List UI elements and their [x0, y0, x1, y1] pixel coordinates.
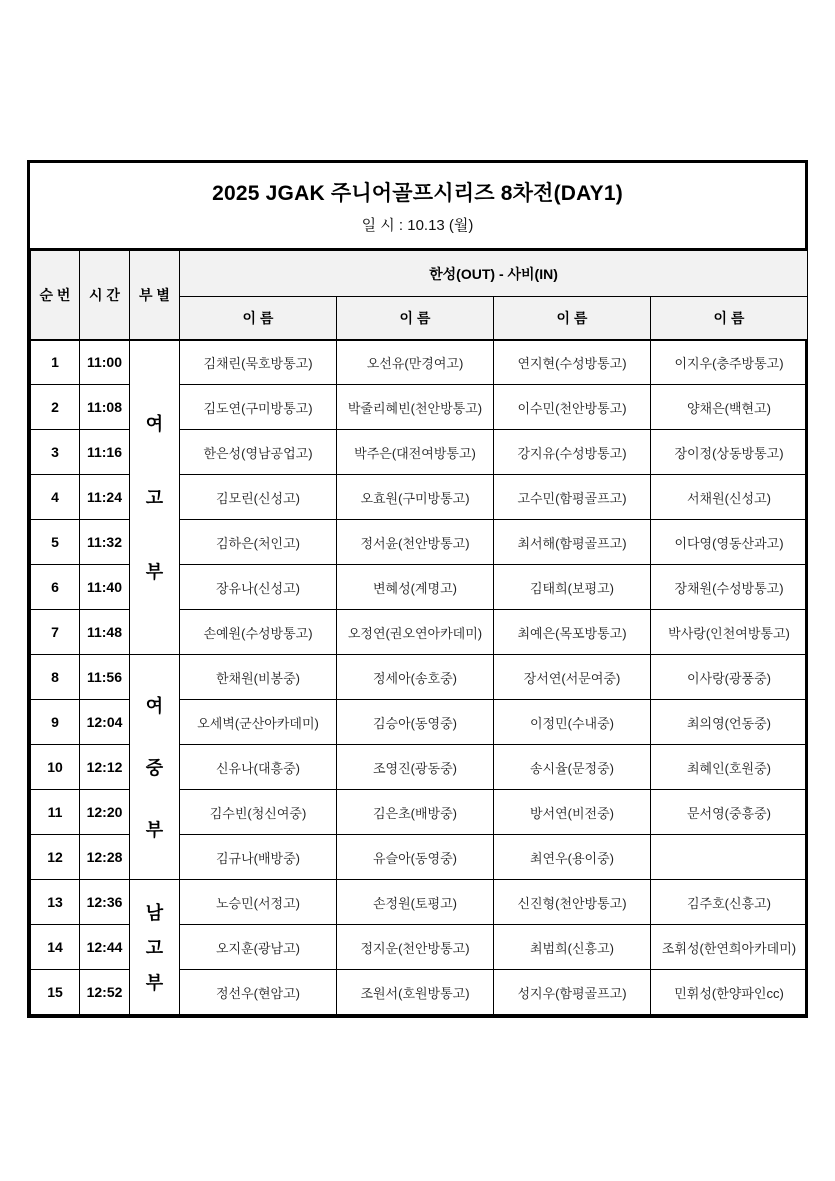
player-cell: 정세아(송호중): [337, 655, 494, 700]
player-cell: 박줄리혜빈(천안방통고): [337, 385, 494, 430]
player-cell: 장채원(수성방통고): [651, 565, 808, 610]
tee-time: 11:40: [80, 565, 130, 610]
division-cell-girls-high: [130, 340, 180, 655]
row-number: 12: [31, 835, 80, 880]
row-number: 3: [31, 430, 80, 475]
player-cell: 김하은(처인고): [180, 520, 337, 565]
table-row-8: [31, 655, 808, 700]
row-number: 5: [31, 520, 80, 565]
division-char: 여: [145, 414, 164, 435]
header-name-2: 이 름: [337, 297, 494, 340]
tee-time: 12:20: [80, 790, 130, 835]
player-cell: 김태희(보평고): [494, 565, 651, 610]
row-number: 4: [31, 475, 80, 520]
division-label: [130, 410, 179, 584]
tee-time: 12:04: [80, 700, 130, 745]
tee-time: 11:16: [80, 430, 130, 475]
player-cell: 김수빈(청신여중): [180, 790, 337, 835]
row-number: 13: [31, 880, 80, 925]
player-cell: 이정민(수내중): [494, 700, 651, 745]
row-number: 8: [31, 655, 80, 700]
header-row-course: [31, 251, 808, 297]
header-course: 한성(OUT) - 사비(IN): [180, 251, 808, 297]
player-cell: 최예은(목포방통고): [494, 610, 651, 655]
tee-time: 12:52: [80, 970, 130, 1015]
header-time: 시 간: [80, 251, 130, 340]
header-division: 부 별: [130, 251, 180, 340]
player-cell: 고수민(함평골프고): [494, 475, 651, 520]
tee-time: 11:48: [80, 610, 130, 655]
player-cell: 최연우(용이중): [494, 835, 651, 880]
row-number: 2: [31, 385, 80, 430]
division-char: 남: [145, 903, 164, 923]
division-char: 여: [145, 696, 164, 716]
table-body: [31, 340, 808, 1015]
player-cell-empty: [651, 835, 808, 880]
table-header: [31, 251, 808, 340]
player-cell: 손예원(수성방통고): [180, 610, 337, 655]
player-cell: 정지운(천안방통고): [337, 925, 494, 970]
page-title: 2025 JGAK 주니어골프시리즈 8차전(DAY1): [212, 181, 623, 205]
player-cell: 김은초(배방중): [337, 790, 494, 835]
player-cell: 조휘성(한연희아카데미): [651, 925, 808, 970]
event-date: 일 시 : 10.13 (월): [361, 216, 474, 234]
player-cell: 오효원(구미방통고): [337, 475, 494, 520]
division-char: 고: [145, 488, 164, 509]
division-label: [130, 692, 179, 842]
player-cell: 양채은(백현고): [651, 385, 808, 430]
player-cell: 성지우(함평골프고): [494, 970, 651, 1015]
row-number: 6: [31, 565, 80, 610]
table-row-13: [31, 880, 808, 925]
player-cell: 김주호(신흥고): [651, 880, 808, 925]
player-cell: 정서윤(천안방통고): [337, 520, 494, 565]
player-cell: 신진형(천안방통고): [494, 880, 651, 925]
division-char: 중: [145, 758, 164, 778]
tee-time: 11:56: [80, 655, 130, 700]
header-name-3: 이 름: [494, 297, 651, 340]
row-number: 15: [31, 970, 80, 1015]
player-cell: 최혜인(호원중): [651, 745, 808, 790]
player-cell: 서채원(신성고): [651, 475, 808, 520]
player-cell: 변혜성(계명고): [337, 565, 494, 610]
player-cell: 강지유(수성방통고): [494, 430, 651, 475]
player-cell: 한은성(영남공업고): [180, 430, 337, 475]
player-cell: 조영진(광동중): [337, 745, 494, 790]
player-cell: 박사랑(인천여방통고): [651, 610, 808, 655]
player-cell: 조원서(호원방통고): [337, 970, 494, 1015]
player-cell: 노승민(서정고): [180, 880, 337, 925]
player-cell: 김모린(신성고): [180, 475, 337, 520]
player-cell: 장이정(상동방통고): [651, 430, 808, 475]
table-row-1: [31, 340, 808, 385]
division-char: 부: [145, 562, 164, 583]
player-cell: 오지훈(광남고): [180, 925, 337, 970]
division-char: 부: [145, 973, 164, 993]
player-cell: 최서해(함평골프고): [494, 520, 651, 565]
player-cell: 이수민(천안방통고): [494, 385, 651, 430]
row-number: 9: [31, 700, 80, 745]
row-number: 1: [31, 340, 80, 385]
tee-time: 11:32: [80, 520, 130, 565]
player-cell: 정선우(현암고): [180, 970, 337, 1015]
player-cell: 방서연(비전중): [494, 790, 651, 835]
division-cell-girls-middle: [130, 655, 180, 880]
pairing-sheet: [27, 160, 808, 1018]
player-cell: 이지우(충주방통고): [651, 340, 808, 385]
player-cell: 연지현(수성방통고): [494, 340, 651, 385]
division-cell-boys-high: [130, 880, 180, 1015]
player-cell: 문서영(중흥중): [651, 790, 808, 835]
row-number: 7: [31, 610, 80, 655]
tee-time: 11:00: [80, 340, 130, 385]
row-number: 14: [31, 925, 80, 970]
player-cell: 장서연(서문여중): [494, 655, 651, 700]
tee-time: 12:36: [80, 880, 130, 925]
division-char: 부: [145, 820, 164, 840]
player-cell: 신유나(대흥중): [180, 745, 337, 790]
pairing-table: [30, 250, 808, 1015]
player-cell: 김승아(동영중): [337, 700, 494, 745]
player-cell: 김도연(구미방통고): [180, 385, 337, 430]
title-block: [30, 163, 805, 250]
player-cell: 최범희(신흥고): [494, 925, 651, 970]
player-cell: 박주은(대전여방통고): [337, 430, 494, 475]
row-number: 11: [31, 790, 80, 835]
player-cell: 손정원(토평고): [337, 880, 494, 925]
header-no: 순 번: [31, 251, 80, 340]
player-cell: 김규나(배방중): [180, 835, 337, 880]
player-cell: 송시율(문정중): [494, 745, 651, 790]
division-label: [130, 899, 179, 995]
tee-time: 12:44: [80, 925, 130, 970]
player-cell: 민휘성(한양파인cc): [651, 970, 808, 1015]
player-cell: 오선유(만경여고): [337, 340, 494, 385]
row-number: 10: [31, 745, 80, 790]
player-cell: 최의영(언동중): [651, 700, 808, 745]
player-cell: 김채린(묵호방통고): [180, 340, 337, 385]
header-name-4: 이 름: [651, 297, 808, 340]
player-cell: 이사랑(광풍중): [651, 655, 808, 700]
tee-time: 11:24: [80, 475, 130, 520]
division-char: 고: [145, 938, 164, 958]
tee-time: 12:28: [80, 835, 130, 880]
tee-time: 12:12: [80, 745, 130, 790]
player-cell: 장유나(신성고): [180, 565, 337, 610]
player-cell: 이다영(영동산과고): [651, 520, 808, 565]
header-name-1: 이 름: [180, 297, 337, 340]
player-cell: 한채원(비봉중): [180, 655, 337, 700]
tee-time: 11:08: [80, 385, 130, 430]
player-cell: 오세벽(군산아카데미): [180, 700, 337, 745]
player-cell: 오정연(권오연아카데미): [337, 610, 494, 655]
player-cell: 유슬아(동영중): [337, 835, 494, 880]
